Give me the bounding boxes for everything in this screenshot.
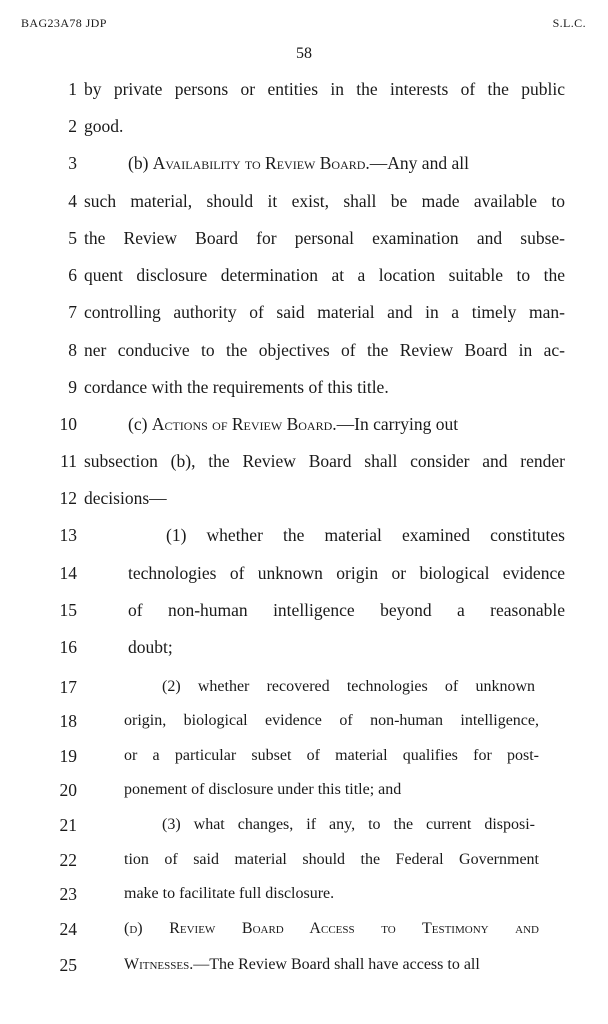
subsection-heading: Availability to Review Board xyxy=(152,153,366,173)
text-line xyxy=(0,599,608,635)
text-line xyxy=(0,413,608,449)
line-number: 25 xyxy=(59,955,77,975)
line-text: (1) whether the material examined constitutes xyxy=(166,525,565,545)
subsection-label: (b) xyxy=(128,153,153,173)
slc-header: S.L.C. xyxy=(552,16,586,30)
line-number: 9 xyxy=(68,377,77,397)
text-line xyxy=(0,376,608,412)
line-number: 20 xyxy=(59,780,77,800)
line-number: 7 xyxy=(68,302,77,322)
line-number: 23 xyxy=(59,884,77,904)
line-text: controlling authority of said material and in a timely man- xyxy=(84,302,565,322)
text-line xyxy=(0,562,608,598)
line-number: 5 xyxy=(68,228,77,248)
text-line xyxy=(0,115,608,151)
line-text: ponement of disclosure under this title; and xyxy=(124,781,402,798)
text-line xyxy=(0,190,608,226)
line-number: 6 xyxy=(68,265,77,285)
line-number: 2 xyxy=(68,116,77,136)
line-number: 1 xyxy=(68,79,77,99)
page-number: 58 xyxy=(296,45,312,62)
line-number: 18 xyxy=(59,711,77,731)
text-line xyxy=(0,814,608,850)
text-line xyxy=(0,78,608,114)
line-number: 19 xyxy=(59,746,77,766)
line-number: 24 xyxy=(59,919,77,939)
line-number: 10 xyxy=(59,414,77,434)
line-text: technologies of unknown origin or biological evidence xyxy=(128,563,565,583)
line-tail: .—In carrying out xyxy=(332,414,459,434)
text-line xyxy=(0,487,608,523)
line-text: (3) what changes, if any, to the current disposi- xyxy=(162,816,535,833)
text-line xyxy=(0,524,608,560)
line-text: ner conducive to the objectives of the Review Board in ac- xyxy=(84,340,565,360)
line-number: 11 xyxy=(60,451,77,471)
text-line xyxy=(0,779,608,815)
subsection-heading: Actions of Review Board xyxy=(151,414,333,434)
line-text: subsection (b), the Review Board shall consider and render xyxy=(84,451,565,471)
subsection-label: (d) xyxy=(124,920,170,937)
text-line xyxy=(0,339,608,375)
text-line xyxy=(0,450,608,486)
subsection-label: (c) xyxy=(128,414,152,434)
subsection-heading: Witnesses xyxy=(124,956,190,973)
line-text: origin, biological evidence of non-human intelligence, xyxy=(124,712,539,729)
line-text xyxy=(124,954,539,976)
text-line xyxy=(0,152,608,188)
line-number: 4 xyxy=(68,191,77,211)
text-line xyxy=(0,918,608,954)
line-text xyxy=(124,918,539,940)
line-number: 17 xyxy=(59,677,77,697)
line-number: 16 xyxy=(59,637,77,657)
text-line xyxy=(0,676,608,712)
line-number: 3 xyxy=(68,153,77,173)
line-text: good. xyxy=(84,116,124,136)
line-text: decisions— xyxy=(84,488,167,508)
subsection-heading: Review Board Access to Testimony and xyxy=(169,920,539,937)
text-line xyxy=(0,883,608,919)
text-line xyxy=(0,227,608,263)
line-text: the Review Board for personal examination and subse- xyxy=(84,228,565,248)
line-tail: .—Any and all xyxy=(365,153,469,173)
line-text: cordance with the requirements of this title. xyxy=(84,377,389,397)
line-number: 12 xyxy=(59,488,77,508)
line-number: 22 xyxy=(59,850,77,870)
line-text xyxy=(84,152,565,174)
line-number: 14 xyxy=(59,563,77,583)
text-line xyxy=(0,745,608,781)
line-number: 13 xyxy=(59,525,77,545)
line-text: or a particular subset of material qualifies for post- xyxy=(124,747,539,764)
line-text: of non-human intelligence beyond a reasonable xyxy=(128,600,565,620)
text-line xyxy=(0,710,608,746)
line-tail: .—The Review Board shall have access to all xyxy=(189,956,480,973)
line-text: by private persons or entities in the interests of the public xyxy=(84,79,565,99)
line-text: (2) whether recovered technologies of unknown xyxy=(162,678,535,695)
text-line xyxy=(0,636,608,672)
line-text: such material, should it exist, shall be made available to xyxy=(84,191,565,211)
line-number: 15 xyxy=(59,600,77,620)
text-line xyxy=(0,849,608,885)
line-text xyxy=(84,413,565,435)
line-text: doubt; xyxy=(128,637,173,657)
line-number: 21 xyxy=(59,815,77,835)
line-text: tion of said material should the Federal Government xyxy=(124,851,539,868)
line-number: 8 xyxy=(68,340,77,360)
text-line xyxy=(0,264,608,300)
text-line xyxy=(0,301,608,337)
line-text: quent disclosure determination at a location suitable to the xyxy=(84,265,565,285)
document-id-header: BAG23A78 JDP xyxy=(21,16,107,30)
line-text: make to facilitate full disclosure. xyxy=(124,885,335,902)
text-line xyxy=(0,954,608,990)
